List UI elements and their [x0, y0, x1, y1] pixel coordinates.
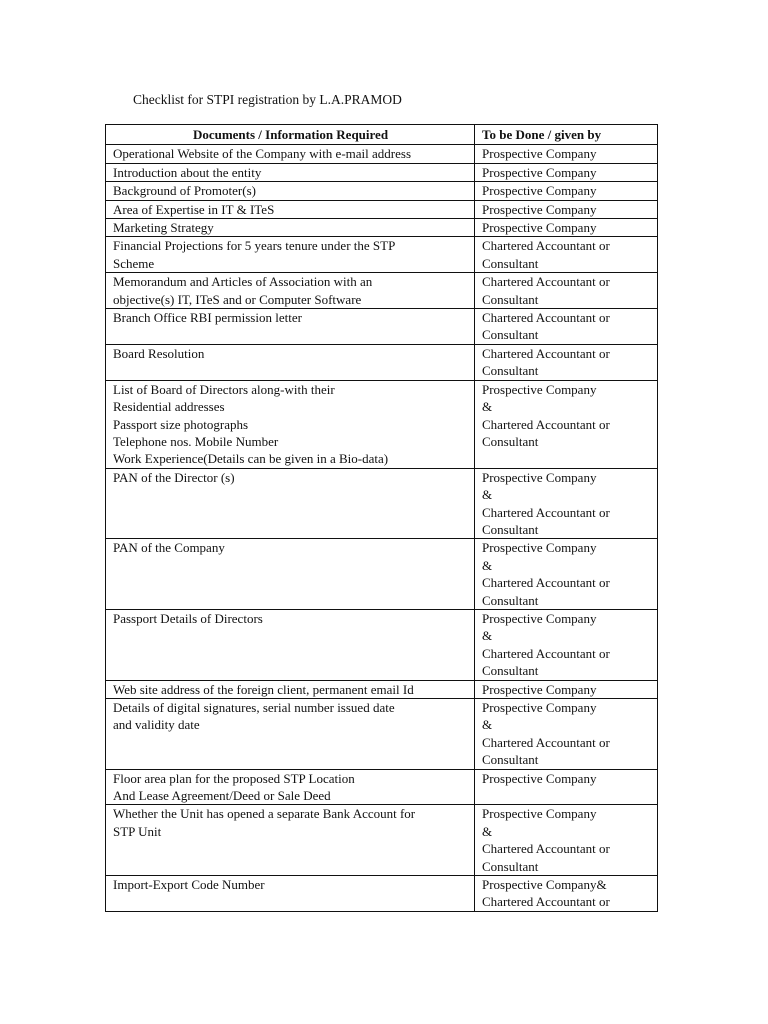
table-row [106, 468, 658, 539]
document-cell: Marketing Strategy [106, 219, 475, 237]
table-row [106, 273, 658, 309]
table-row [106, 699, 658, 770]
table-row [106, 200, 658, 218]
responsible-cell: Prospective Company & Chartered Accountant or Consultant [475, 699, 658, 770]
table-row [106, 219, 658, 237]
table-row [106, 182, 658, 200]
table-row [106, 163, 658, 181]
column-header-responsible: To be Done / given by [475, 125, 658, 145]
responsible-cell: Chartered Accountant or Consultant [475, 309, 658, 345]
document-cell: Introduction about the entity [106, 163, 475, 181]
responsible-cell: Prospective Company & Chartered Accountant or Consultant [475, 539, 658, 610]
checklist-table [105, 124, 658, 912]
table-row [106, 380, 658, 468]
responsible-cell: Prospective Company [475, 182, 658, 200]
responsible-cell: Prospective Company & Chartered Accountant or Consultant [475, 468, 658, 539]
responsible-cell: Prospective Company& Chartered Accountant or [475, 876, 658, 912]
table-row [106, 344, 658, 380]
responsible-cell: Prospective Company [475, 769, 658, 805]
table-row [106, 609, 658, 680]
document-cell: PAN of the Company [106, 539, 475, 610]
table-row [106, 539, 658, 610]
table-header-row [106, 125, 658, 145]
document-cell: Background of Promoter(s) [106, 182, 475, 200]
document-cell: Operational Website of the Company with e-mail address [106, 145, 475, 163]
table-row [106, 680, 658, 698]
document-cell: Memorandum and Articles of Association with an objective(s) IT, ITeS and or Computer Software [106, 273, 475, 309]
responsible-cell: Chartered Accountant or Consultant [475, 273, 658, 309]
responsible-cell: Chartered Accountant or Consultant [475, 344, 658, 380]
document-cell: Passport Details of Directors [106, 609, 475, 680]
table-row [106, 145, 658, 163]
responsible-cell: Prospective Company [475, 219, 658, 237]
responsible-cell: Prospective Company [475, 145, 658, 163]
table-row [106, 769, 658, 805]
document-cell: Web site address of the foreign client, permanent email Id [106, 680, 475, 698]
responsible-cell: Chartered Accountant or Consultant [475, 237, 658, 273]
responsible-cell: Prospective Company [475, 680, 658, 698]
table-row [106, 805, 658, 876]
responsible-cell: Prospective Company & Chartered Accountant or Consultant [475, 805, 658, 876]
document-cell: List of Board of Directors along-with their Residential addresses Passport size photographs Telephone nos. Mobile Number Work Experience(Details can be given in a Bio-data) [106, 380, 475, 468]
document-cell: Financial Projections for 5 years tenure under the STP Scheme [106, 237, 475, 273]
table-row [106, 876, 658, 912]
document-cell: Whether the Unit has opened a separate Bank Account for STP Unit [106, 805, 475, 876]
responsible-cell: Prospective Company [475, 163, 658, 181]
table-row [106, 309, 658, 345]
column-header-documents: Documents / Information Required [106, 125, 475, 145]
document-cell: Floor area plan for the proposed STP Location And Lease Agreement/Deed or Sale Deed [106, 769, 475, 805]
page-title: Checklist for STPI registration by L.A.PRAMOD [133, 92, 402, 107]
document-cell: Branch Office RBI permission letter [106, 309, 475, 345]
document-cell: Details of digital signatures, serial number issued date and validity date [106, 699, 475, 770]
document-cell: Import-Export Code Number [106, 876, 475, 912]
document-cell: Board Resolution [106, 344, 475, 380]
document-cell: Area of Expertise in IT & ITeS [106, 200, 475, 218]
responsible-cell: Prospective Company & Chartered Accountant or Consultant [475, 380, 658, 468]
responsible-cell: Prospective Company & Chartered Accountant or Consultant [475, 609, 658, 680]
document-cell: PAN of the Director (s) [106, 468, 475, 539]
table-row [106, 237, 658, 273]
responsible-cell: Prospective Company [475, 200, 658, 218]
